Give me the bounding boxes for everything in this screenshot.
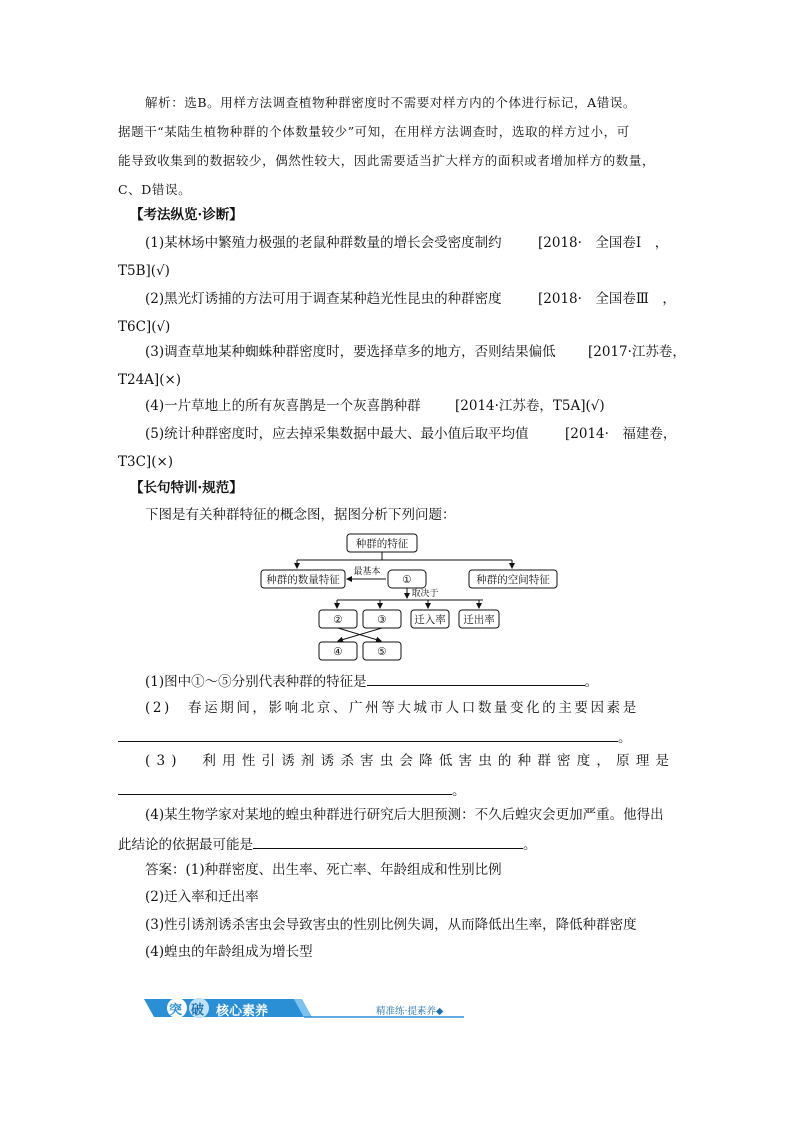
analysis-line-1: 解析：选B。用样方法调查植物种群密度时不需要对样方内的个体进行标记，A错误。: [145, 95, 637, 110]
question-2-blank-line: 。: [118, 727, 632, 747]
answer-2: (2)迁入率和迁出率: [145, 889, 259, 905]
question-4-line-2: 此结论的依据最可能是 。: [118, 834, 537, 854]
answer-4: (4)蝗虫的年龄组成为增长型: [145, 944, 313, 960]
diagram-node-4-label: ④: [333, 646, 343, 658]
answer-1: 答案：(1)种群密度、出生率、死亡率、年龄组成和性别比例: [145, 862, 502, 878]
core-literacy-banner: [144, 996, 464, 1020]
question-3-blank-line: 。: [118, 780, 466, 800]
diagnosis-item-4-source: [2014·江苏卷，T5A](√): [455, 398, 605, 414]
diagram-node-5-label: ⑤: [377, 646, 387, 658]
diagnosis-item-2-source: [2018· 全国卷Ⅲ ，: [538, 291, 676, 307]
diagnosis-item-1-cont: T5B](√): [118, 263, 170, 279]
concept-diagram: [255, 530, 565, 662]
diagnosis-item-2-cont: T6C](√): [118, 319, 171, 335]
answer-blank-1[interactable]: [367, 671, 585, 686]
diagnosis-item-5-source: [2014· 福建卷，: [565, 426, 677, 442]
diagram-edge-depends: 取决于: [411, 589, 439, 599]
answer-blank-2[interactable]: [118, 727, 618, 742]
banner-char-1: 突: [169, 1003, 183, 1018]
question-4-line-1: (4)某生物学家对某地的蝗虫种群进行研究后大胆预测：不久后蝗灾会更加严重。他得出: [145, 807, 664, 823]
question-3: (3) 利用性引诱剂诱杀害虫会降低害虫的种群密度，原理是: [145, 753, 676, 769]
question-1: (1)图中①～⑤分别代表种群的特征是 。: [145, 671, 598, 691]
analysis-line-4: C、D错误。: [118, 182, 192, 197]
diagnosis-item-2: (2)黑光灯诱捕的方法可用于调查某种趋光性昆虫的种群密度: [145, 291, 502, 307]
diagram-edge-basic: 最基本: [353, 567, 381, 577]
diagnosis-item-1: (1)某林场中繁殖力极强的老鼠种群数量的增长会受密度制约: [145, 235, 502, 251]
analysis-line-3: 能导致收集到的数据较少，偶然性较大，因此需要适当扩大样方的面积或者增加样方的数量，: [118, 153, 656, 168]
banner-title: 核心素养: [216, 1004, 269, 1019]
section-heading-diagnosis: 【考法纵览·诊断】: [130, 207, 243, 223]
diagnosis-item-5-cont: T3C](×): [118, 454, 174, 470]
diagram-left-label: 种群的数量特征: [266, 574, 340, 586]
analysis-line-2: 据题干“某陆生植物种群的个体数量较少”可知，在用样方法调查时，选取的样方过小，可: [118, 124, 630, 139]
diagnosis-item-4: (4)一片草地上的所有灰喜鹊是一个灰喜鹊种群: [145, 398, 421, 414]
answer-3: (3)性引诱剂诱杀害虫会导致害虫的性别比例失调，从而降低出生率，降低种群密度: [145, 917, 637, 933]
banner-char-2: 破: [191, 1003, 205, 1018]
diagram-node-3-label: ③: [377, 614, 387, 626]
diagram-node-2-label: ②: [333, 614, 343, 626]
diagnosis-item-3: (3)调查草地某种蜘蛛种群密度时，要选择草多的地方，否则结果偏低: [145, 344, 556, 360]
diagnosis-item-3-source: [2017·江苏卷，: [588, 344, 686, 360]
section-heading-long-sentence: 【长句特训·规范】: [130, 480, 243, 496]
diagram-right-label: 种群的空间特征: [476, 574, 550, 586]
diagram-node-1-label: ①: [402, 574, 412, 586]
diagram-node-out-label: 迁出率: [463, 614, 495, 626]
diagram-intro: 下图是有关种群特征的概念图，据图分析下列问题：: [145, 507, 456, 523]
diagnosis-item-3-cont: T24A](×): [118, 372, 182, 388]
answer-blank-4[interactable]: [253, 834, 523, 849]
diagnosis-item-5: (5)统计种群密度时，应去掉采集数据中最大、最小值后取平均值: [145, 426, 529, 442]
answer-blank-3[interactable]: [118, 780, 452, 795]
question-2: (2) 春运期间，影响北京、广州等大城市人口数量变化的主要因素是: [145, 700, 639, 716]
diagram-root-label: 种群的特征: [355, 538, 409, 550]
diagnosis-item-1-source: [2018· 全国卷Ⅰ ，: [538, 235, 669, 251]
banner-tagline: 精准练·提素养◆: [376, 1006, 444, 1017]
diagram-node-in-label: 迁入率: [414, 614, 446, 626]
